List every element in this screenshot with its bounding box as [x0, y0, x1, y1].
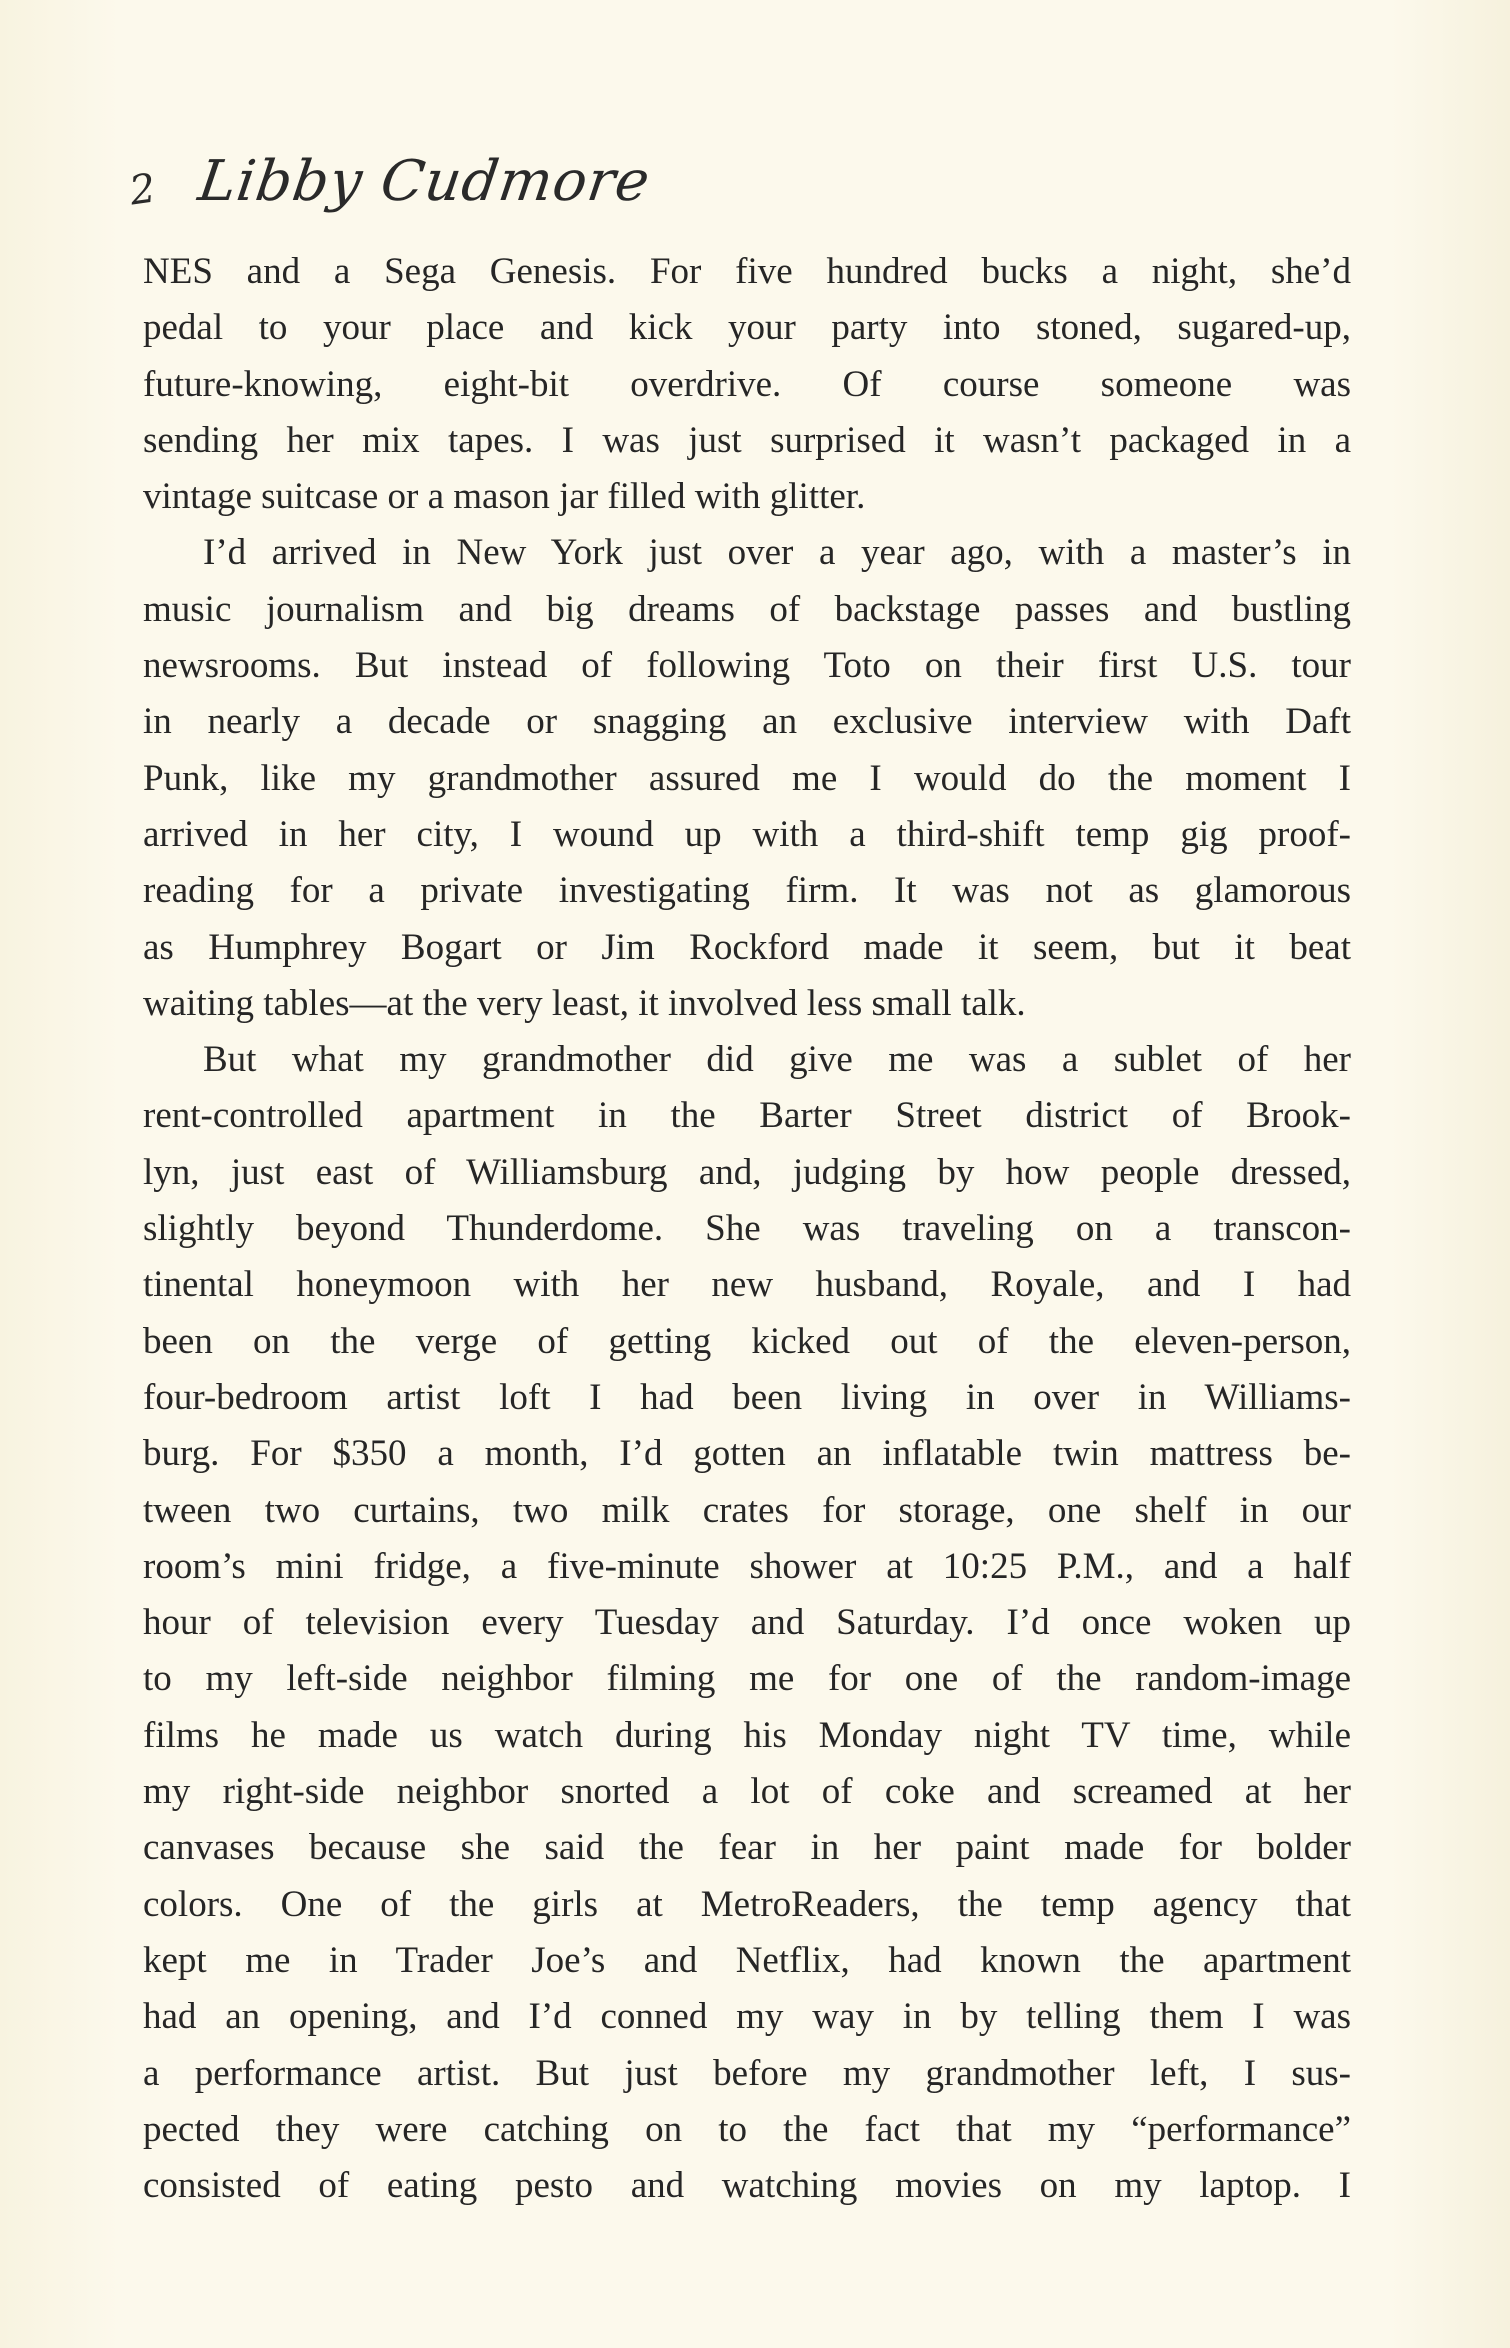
text-line: pected they were catching on to the fact that my “performance” [143, 2108, 1351, 2150]
text-line: But what my grandmother did give me was a sublet of her [203, 1039, 1351, 1081]
author-signature: Libby Cudmore [194, 149, 655, 214]
text-line: pedal to your place and kick your party into stoned, sugared-up, [143, 307, 1351, 349]
body-text [143, 244, 1351, 2214]
text-line: colors. One of the girls at MetroReaders, the temp agency that [143, 1883, 1351, 1925]
text-line: lyn, just east of Williamsburg and, judging by how people dressed, [143, 1151, 1351, 1193]
text-line: room’s mini fridge, a five-minute shower at 10:25 P.M., and a half [143, 1545, 1351, 1587]
text-line: slightly beyond Thunderdome. She was traveling on a transcon- [143, 1208, 1351, 1250]
text-line: I’d arrived in New York just over a year ago, with a master’s in [203, 532, 1351, 574]
text-line: canvases because she said the fear in her paint made for bolder [143, 1827, 1351, 1869]
text-line: kept me in Trader Joe’s and Netflix, had known the apartment [143, 1939, 1351, 1981]
paragraph [143, 1032, 1351, 2214]
paragraph [143, 244, 1351, 525]
text-line: as Humphrey Bogart or Jim Rockford made it seem, but it beat [143, 926, 1351, 968]
text-line: had an opening, and I’d conned my way in by telling them I was [143, 1996, 1351, 2038]
text-line: future-knowing, eight-bit overdrive. Of course someone was [143, 363, 1351, 405]
text-line: tween two curtains, two milk crates for storage, one shelf in our [143, 1489, 1351, 1531]
text-line: burg. For $350 a month, I’d gotten an inflatable twin mattress be- [143, 1433, 1351, 1475]
text-line: my right-side neighbor snorted a lot of coke and screamed at her [143, 1771, 1351, 1813]
running-head [126, 120, 655, 215]
text-line: a performance artist. But just before my grandmother left, I sus- [143, 2052, 1351, 2094]
text-line: music journalism and big dreams of backstage passes and bustling [143, 588, 1351, 630]
text-line: in nearly a decade or snagging an exclusive interview with Daft [143, 701, 1351, 743]
text-line: tinental honeymoon with her new husband, Royale, and I had [143, 1264, 1351, 1306]
page-number: 2 [126, 165, 159, 215]
text-line: sending her mix tapes. I was just surprised it wasn’t packaged in a [143, 419, 1351, 461]
text-line: reading for a private investigating firm. It was not as glamorous [143, 870, 1351, 912]
text-line: rent-controlled apartment in the Barter Street district of Brook- [143, 1095, 1351, 1137]
text-line: Punk, like my grandmother assured me I would do the moment I [143, 757, 1351, 799]
text-line: films he made us watch during his Monday night TV time, while [143, 1714, 1351, 1756]
text-line: been on the verge of getting kicked out of the eleven-person, [143, 1320, 1351, 1362]
text-line: NES and a Sega Genesis. For five hundred bucks a night, she’d [143, 251, 1351, 292]
text-line: consisted of eating pesto and watching movies on my laptop. I [143, 2165, 1351, 2207]
text-line: arrived in her city, I wound up with a third-shift temp gig proof- [143, 813, 1351, 855]
text-line: four-bedroom artist loft I had been living in over in Williams- [143, 1376, 1351, 1418]
text-line: to my left-side neighbor filming me for one of the random-image [143, 1658, 1351, 1700]
text-line: waiting tables—at the very least, it involved less small talk. [143, 982, 1026, 1024]
text-line: newsrooms. But instead of following Toto on their first U.S. tour [143, 645, 1351, 687]
text-line: vintage suitcase or a mason jar filled with glitter. [143, 476, 866, 518]
text-line: hour of television every Tuesday and Saturday. I’d once woken up [143, 1602, 1351, 1644]
paragraph [143, 525, 1351, 1032]
